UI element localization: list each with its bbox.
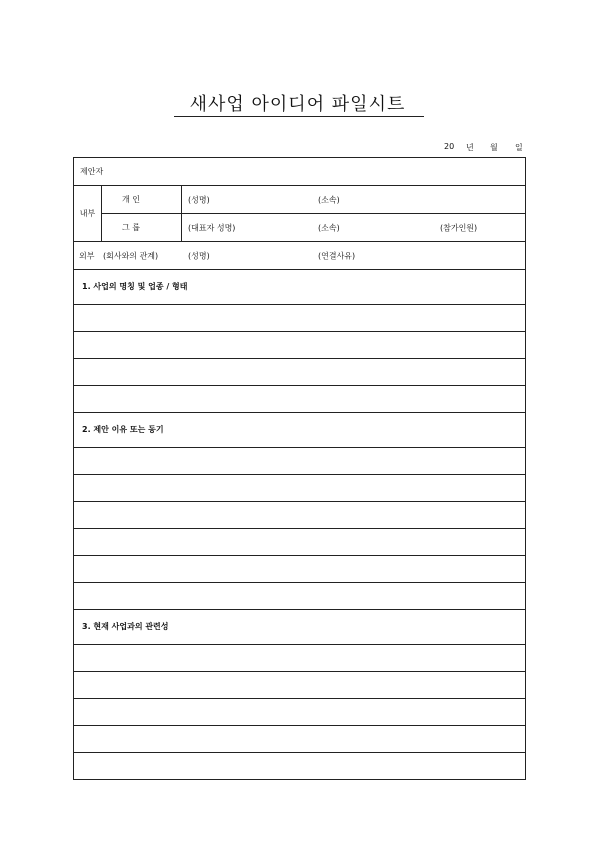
external-reason-field: (연결사유) xyxy=(318,251,356,260)
external-label: 외부 xyxy=(79,251,95,260)
individual-affiliation-field: (소속) xyxy=(318,195,340,204)
page-title: 새사업 아이디어 파일시트 xyxy=(189,94,406,115)
proposer-row xyxy=(74,158,526,186)
section-1-line[interactable] xyxy=(74,386,526,413)
individual-fields[interactable] xyxy=(182,186,526,214)
section-2-heading: 2. 제안 이유 또는 동기 xyxy=(82,425,164,434)
section-1-line[interactable] xyxy=(74,332,526,359)
date-day-label: 일 xyxy=(515,143,523,152)
individual-row xyxy=(74,186,526,214)
date-prefix: 20 xyxy=(444,142,455,151)
internal-label: 내부 xyxy=(74,186,102,242)
date-month-label: 월 xyxy=(490,143,498,152)
section-2-line[interactable] xyxy=(74,475,526,502)
group-fields[interactable] xyxy=(182,214,526,242)
section-3-line[interactable] xyxy=(74,753,526,780)
date-year-label: 년 xyxy=(466,143,474,152)
group-label: 그 룹 xyxy=(102,214,182,242)
group-representative-field: (대표자 성명) xyxy=(188,223,236,232)
section-1-heading: 1. 사업의 명칭 및 업종 / 형태 xyxy=(82,282,188,291)
section-3-line[interactable] xyxy=(74,726,526,753)
external-fields[interactable] xyxy=(74,242,526,270)
section-2-header xyxy=(74,413,526,448)
section-2-line[interactable] xyxy=(74,448,526,475)
section-2-line[interactable] xyxy=(74,529,526,556)
section-3-line[interactable] xyxy=(74,699,526,726)
title-underline xyxy=(174,116,424,117)
section-1-line[interactable] xyxy=(74,305,526,332)
external-name-field: (성명) xyxy=(188,251,210,260)
section-3-line[interactable] xyxy=(74,645,526,672)
individual-name-field: (성명) xyxy=(188,195,210,204)
group-members-field: (참가인원) xyxy=(440,223,478,232)
proposer-label: 제안자 xyxy=(74,158,526,186)
section-1-line[interactable] xyxy=(74,359,526,386)
section-3-header xyxy=(74,610,526,645)
group-row xyxy=(74,214,526,242)
external-row xyxy=(74,242,526,270)
section-2-line[interactable] xyxy=(74,556,526,583)
section-2-line[interactable] xyxy=(74,502,526,529)
section-3-line[interactable] xyxy=(74,672,526,699)
group-affiliation-field: (소속) xyxy=(318,223,340,232)
section-2-line[interactable] xyxy=(74,583,526,610)
idea-form-table xyxy=(73,157,526,780)
section-3-heading: 3. 현재 사업과의 관련성 xyxy=(82,622,169,631)
individual-label: 개 인 xyxy=(102,186,182,214)
section-1-header xyxy=(74,270,526,305)
external-relation-field: (회사와의 관계) xyxy=(103,251,159,260)
